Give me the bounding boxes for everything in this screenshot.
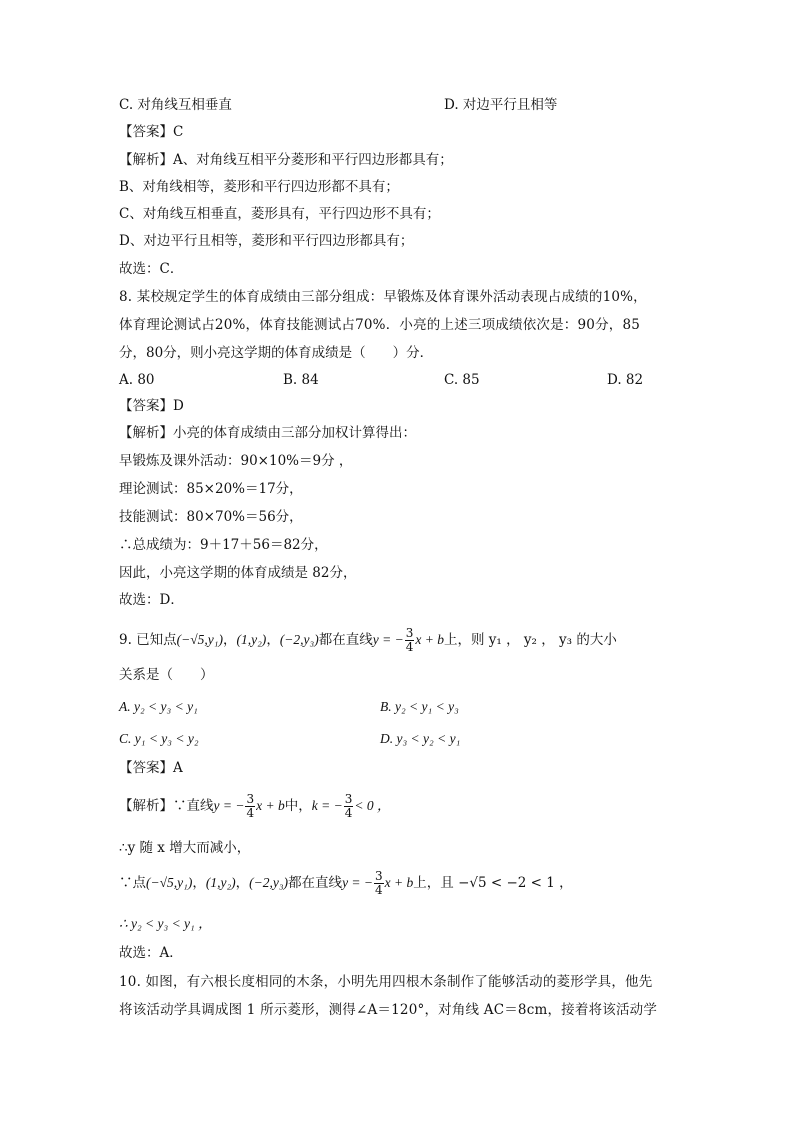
fraction-numerator: 3 <box>344 792 353 806</box>
q8-option-b: B. 84 <box>283 372 319 388</box>
q9-analysis-end: < 0 ， <box>354 798 391 813</box>
q8-analysis-line: 早锻炼及课外活动：90×10%＝9分 ， <box>119 453 353 469</box>
q9-separator: ， <box>192 875 206 891</box>
q8-answer: 【答案】D <box>119 398 184 414</box>
q9-analysis-mid: 中， <box>284 798 312 814</box>
q9-analysis-prefix: ∵点 <box>119 875 146 891</box>
q7-option-c: C. 对角线互相垂直 <box>119 97 232 113</box>
q8-option-a: A. 80 <box>119 372 155 388</box>
q8-stem-line: 8. 某校规定学生的体育成绩由三部分组成：早锻炼及体育课外活动表现占成绩的10%， <box>119 289 647 305</box>
q9-line-fraction <box>245 793 255 820</box>
q8-analysis-line: 【解析】小亮的体育成绩由三部分加权计算得出： <box>119 425 416 441</box>
q9-stem-end: 上，则 y₁ ， y₂ ， y₃ 的大小 <box>443 632 617 648</box>
q7-option-d: D. 对边平行且相等 <box>444 97 558 113</box>
q9-point-1: (−√5,y₁) <box>176 632 223 647</box>
q10-stem-line: 将该活动学具调成图 1 所示菱形，测得∠A＝120°，对角线 AC＝8cm，接着将该活动学 <box>119 1002 658 1018</box>
q9-analysis-line <box>119 870 573 897</box>
q9-line-rhs: x + b <box>384 875 414 890</box>
fraction-denominator: 4 <box>246 806 255 820</box>
q9-separator: ， <box>266 632 280 648</box>
q7-analysis-line: C、对角线互相垂直，菱形具有，平行四边形不具有； <box>119 206 440 222</box>
q8-analysis-line: 故选：D． <box>119 592 184 608</box>
q9-line-lhs: y = − <box>372 632 404 647</box>
fraction-denominator: 4 <box>344 806 353 820</box>
q9-analysis-line: 故选：A． <box>119 945 183 961</box>
q8-option-c: C. 85 <box>444 372 480 388</box>
fraction-denominator: 4 <box>405 640 414 654</box>
q9-line-rhs: x + b <box>415 632 444 647</box>
q9-point-3: (−2,y₃) <box>249 875 289 890</box>
q9-point-2: (1,y₂) <box>205 875 236 890</box>
q8-analysis-line: ∴总成绩为：9＋17＋56＝82分， <box>119 537 328 553</box>
q7-analysis-line: 【解析】A、对角线互相平分菱形和平行四边形都具有； <box>119 152 453 168</box>
q7-analysis-line: D、对边平行且相等，菱形和平行四边形都具有； <box>119 233 414 249</box>
q9-point-1: (−√5,y₁) <box>146 875 193 890</box>
q9-slope-fraction <box>344 793 354 820</box>
q9-analysis-line: ∴y 随 x 增大而减小， <box>119 840 251 856</box>
q9-analysis-prefix: 【解析】∵直线 <box>119 798 214 814</box>
fraction-numerator: 3 <box>375 869 383 883</box>
q9-analysis-end: 上，且 −√5 < −2 < 1 ， <box>413 875 573 891</box>
q9-stem-mid: 都在直线 <box>288 875 343 891</box>
q9-separator: ， <box>235 875 250 891</box>
q7-answer: 【答案】C <box>119 124 184 140</box>
fraction-denominator: 4 <box>375 883 383 897</box>
q9-stem-mid: 都在直线 <box>318 632 373 648</box>
q9-option-c: C. y₁ < y₃ < y₂ <box>119 731 199 746</box>
q9-option-a: A. y₂ < y₃ < y₁ <box>119 699 198 714</box>
q9-point-3: (−2,y₃) <box>279 632 319 647</box>
q8-stem-line: 体育理论测试占20%，体育技能测试占70%．小亮的上述三项成绩依次是：90分，85 <box>119 317 641 333</box>
q9-answer: 【答案】A <box>119 760 183 776</box>
q8-analysis-line: 技能测试：80×70%＝56分， <box>119 509 303 525</box>
q9-line-fraction <box>405 627 415 654</box>
q9-stem-prefix: 9. 已知点 <box>119 632 177 648</box>
q9-option-b: B. y₂ < y₁ < y₃ <box>380 699 459 714</box>
q10-stem-line: 10. 如图，有六根长度相同的木条，小明先用四根木条制作了能够活动的菱形学具，他先 <box>119 974 653 990</box>
q8-option-d: D. 82 <box>607 372 644 388</box>
q9-analysis-line <box>119 793 390 820</box>
q9-separator: ， <box>223 632 237 648</box>
q9-line-lhs: y = − <box>342 875 374 890</box>
q9-slope-k: k = − <box>311 798 343 813</box>
q9-line-fraction <box>374 870 384 897</box>
fraction-numerator: 3 <box>405 626 414 640</box>
q9-analysis-line: ∴ y₂ < y₃ < y₁ ， <box>119 916 212 931</box>
q7-analysis-line: B、对角线相等，菱形和平行四边形都不具有； <box>119 179 399 195</box>
q9-stem-line <box>119 627 617 654</box>
q8-analysis-line: 因此，小亮这学期的体育成绩是 82分， <box>119 565 357 581</box>
q9-line-lhs: y = − <box>213 798 245 813</box>
q9-line-rhs: x + b <box>256 798 285 813</box>
q9-point-2: (1,y₂) <box>236 632 267 647</box>
q7-analysis-line: 故选：C． <box>119 261 184 277</box>
q8-stem-line: 分，80分，则小亮这学期的体育成绩是（ ）分． <box>119 345 434 361</box>
fraction-numerator: 3 <box>246 792 255 806</box>
q9-option-d: D. y₃ < y₂ < y₁ <box>380 731 461 746</box>
q8-analysis-line: 理论测试：85×20%＝17分， <box>119 481 303 497</box>
q9-stem-line2: 关系是（ ） <box>119 667 214 683</box>
